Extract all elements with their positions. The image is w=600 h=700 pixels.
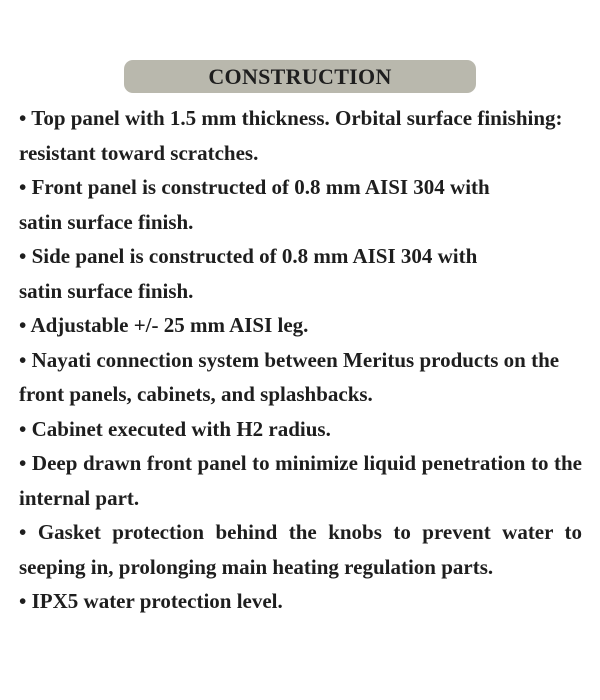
section-header [124, 60, 476, 93]
bullet-icon: • [19, 451, 27, 475]
construction-list [19, 101, 582, 619]
list-item-text: Cabinet executed with H2 radius. [31, 416, 331, 441]
bullet-icon: • [19, 106, 27, 130]
bullet-icon: • [19, 520, 27, 544]
list-item [19, 170, 582, 239]
list-item [19, 446, 582, 515]
list-item [19, 515, 582, 584]
list-item [19, 308, 582, 343]
list-item [19, 343, 582, 412]
list-item-text: Adjustable +/- 25 mm AISI leg. [30, 313, 309, 337]
list-item [19, 101, 582, 170]
list-item-text: Gasket protection behind the knobs to prevent water to seeping in, prolonging main heating regulation parts. [19, 520, 583, 579]
bullet-icon: • [19, 175, 27, 199]
bullet-icon: • [19, 313, 27, 337]
list-item [19, 584, 582, 619]
list-item-text: Top panel with 1.5 mm thickness. Orbital surface finishing: resistant toward scratches. [19, 106, 563, 165]
bullet-icon: • [19, 347, 27, 372]
bullet-icon: • [19, 589, 27, 613]
bullet-icon: • [19, 416, 27, 441]
list-item-text: Side panel is constructed of 0.8 mm AISI 304 with satin surface finish. [19, 244, 478, 303]
section-title: CONSTRUCTION [208, 63, 392, 89]
list-item [19, 412, 582, 447]
list-item-text: Deep drawn front panel to minimize liquid penetration to the internal part. [19, 451, 583, 510]
list-item [19, 239, 582, 308]
list-item-text: Front panel is constructed of 0.8 mm AISI 304 with satin surface finish. [19, 175, 490, 234]
list-item-text: Nayati connection system between Meritus products on the front panels, cabinets, and splashbacks. [19, 347, 560, 406]
list-item-text: IPX5 water protection level. [31, 589, 283, 613]
bullet-icon: • [19, 244, 27, 268]
